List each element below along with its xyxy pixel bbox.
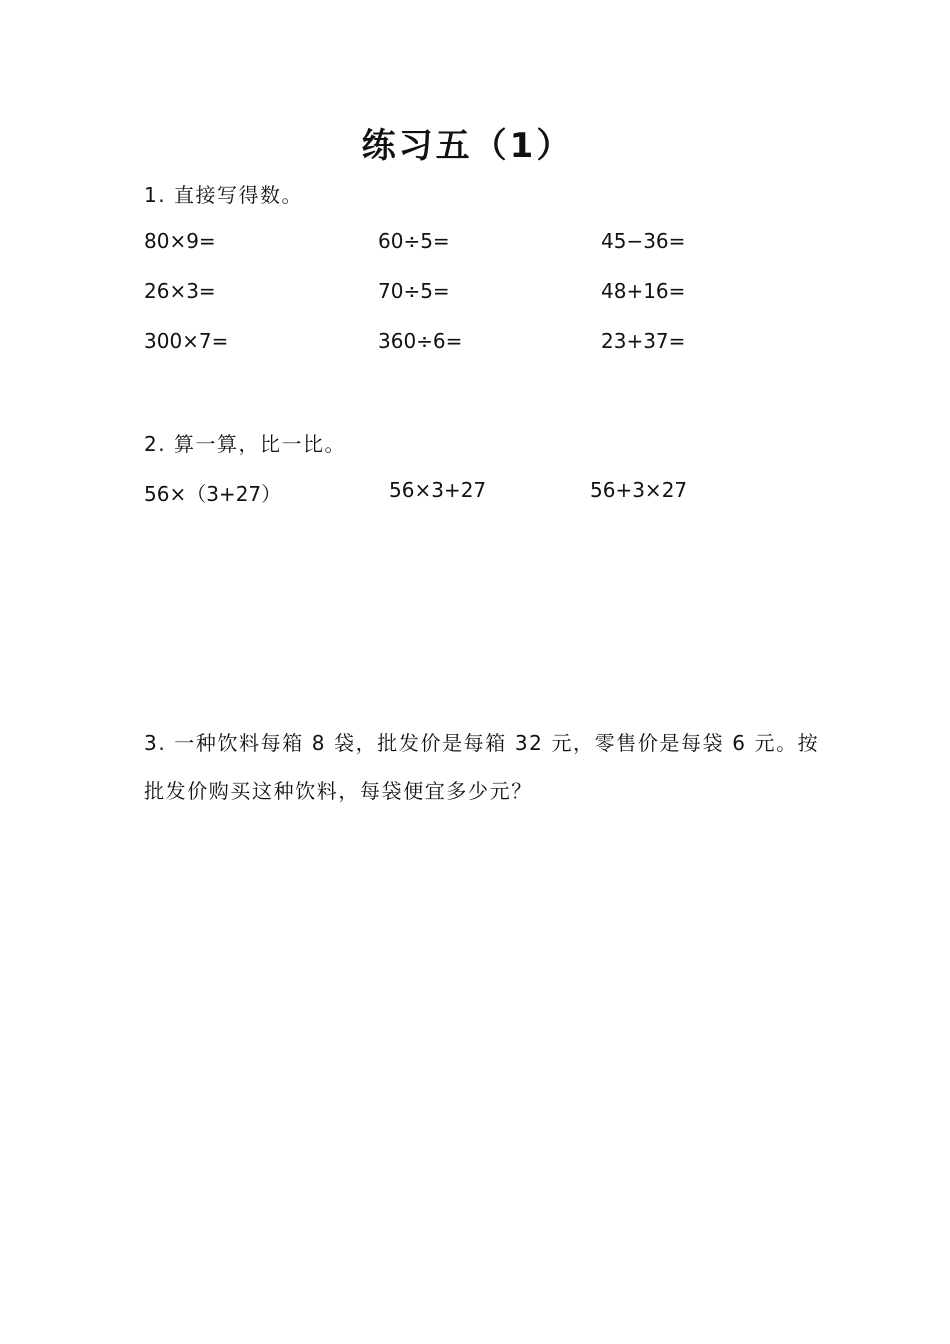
question-1-heading: 1. 直接写得数。 bbox=[144, 183, 303, 207]
calc-item: 26×3= bbox=[144, 279, 216, 303]
calc-item: 80×9= bbox=[144, 229, 216, 253]
question-3-line-1: 3. 一种饮料每箱 8 袋，批发价是每箱 32 元，零售价是每袋 6 元。按 bbox=[144, 731, 820, 755]
calc-item: 300×7= bbox=[144, 329, 229, 353]
calc-item: 23+37= bbox=[601, 329, 686, 353]
calc-item: 60÷5= bbox=[378, 229, 450, 253]
compare-expression: 56+3×27 bbox=[590, 478, 688, 502]
calc-item: 48+16= bbox=[601, 279, 686, 303]
calc-item: 360÷6= bbox=[378, 329, 463, 353]
calc-row bbox=[0, 279, 950, 309]
calc-item: 70÷5= bbox=[378, 279, 450, 303]
calc-item: 45−36= bbox=[601, 229, 686, 253]
page-title: 练习五（1） bbox=[361, 126, 574, 166]
calc-row bbox=[0, 329, 950, 359]
compare-expression: 56×3+27 bbox=[389, 478, 487, 502]
compare-expression: 56×（3+27） bbox=[144, 482, 282, 506]
compare-row bbox=[0, 478, 950, 508]
question-2-heading: 2. 算一算，比一比。 bbox=[144, 432, 346, 456]
calc-row bbox=[0, 229, 950, 259]
question-3-line-2: 批发价购买这种饮料，每袋便宜多少元？ bbox=[144, 779, 533, 803]
